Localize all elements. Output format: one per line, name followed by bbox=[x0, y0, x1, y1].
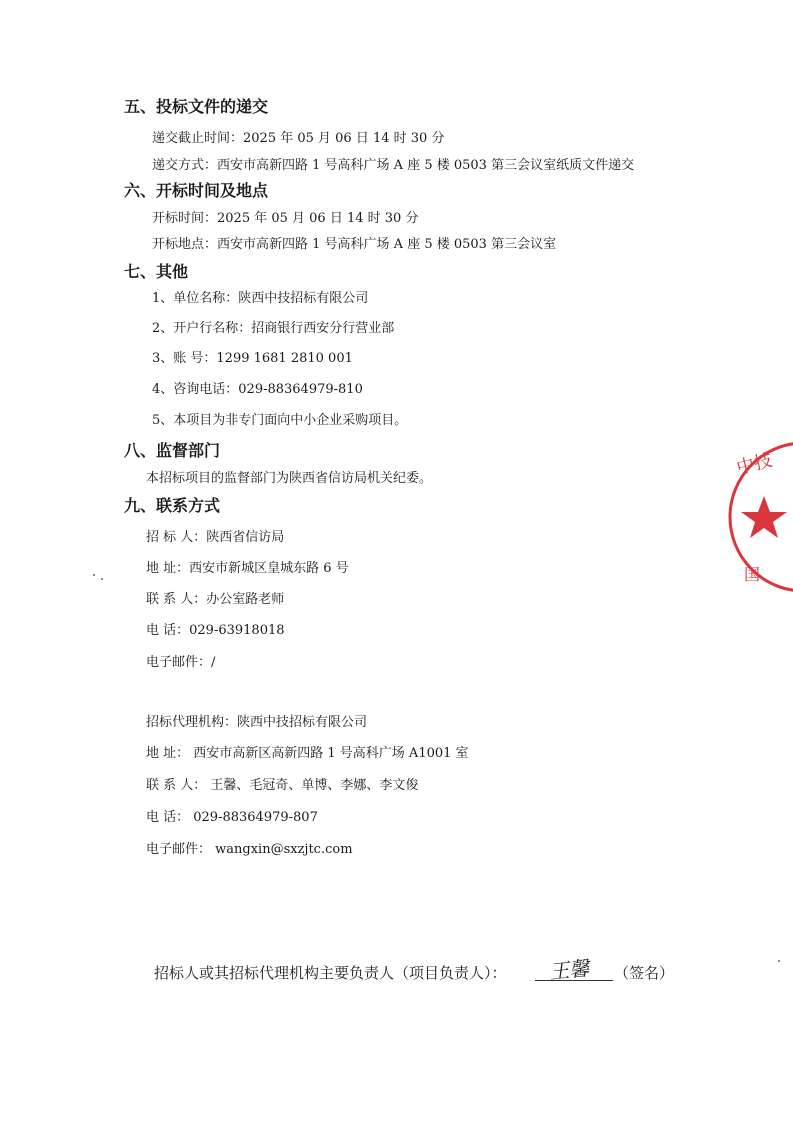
other-item-5: 5、本项目为非专门面向中小企业采购项目。 bbox=[152, 413, 408, 428]
seal-text-bottom: 国 bbox=[744, 565, 761, 584]
tenderer-phone: 电 话：029-63918018 bbox=[146, 623, 285, 638]
agency-address: 地 址： 西安市高新区高新四路 1 号高科广场 A1001 室 bbox=[146, 746, 469, 761]
handwritten-signature: 王馨 bbox=[548, 955, 591, 985]
agency-email: 电子邮件： wangxin@sxzjtc.com bbox=[146, 842, 353, 857]
company-seal bbox=[724, 436, 793, 598]
tenderer-address: 地 址：西安市新城区皇城东路 6 号 bbox=[146, 561, 349, 576]
section-9-title: 九、联系方式 bbox=[124, 496, 221, 515]
submission-deadline: 递交截止时间：2025 年 05 月 06 日 14 时 30 分 bbox=[152, 131, 445, 146]
agency-name: 招标代理机构：陕西中技招标有限公司 bbox=[146, 715, 368, 730]
signature-label: 招标人或其招标代理机构主要负责人（项目负责人）： bbox=[154, 964, 507, 982]
seal-text-top: 中技 bbox=[734, 449, 775, 479]
supervision-text: 本招标项目的监督部门为陕西省信访局机关纪委。 bbox=[146, 471, 433, 486]
scan-speck bbox=[778, 960, 780, 962]
other-item-4: 4、咨询电话：029-88364979-810 bbox=[152, 382, 363, 397]
seal-star-icon bbox=[741, 496, 787, 538]
section-7-title: 七、其他 bbox=[124, 262, 189, 281]
scan-speck bbox=[93, 574, 95, 576]
section-8-title: 八、监督部门 bbox=[124, 441, 221, 460]
tenderer-contact: 联 系 人：办公室路老师 bbox=[146, 592, 285, 607]
bid-opening-time: 开标时间：2025 年 05 月 06 日 14 时 30 分 bbox=[152, 211, 419, 226]
submission-method: 递交方式：西安市高新四路 1 号高科广场 A 座 5 楼 0503 第三会议室纸质文件递交 bbox=[152, 158, 635, 173]
other-item-3: 3、账 号：1299 1681 2810 001 bbox=[152, 351, 353, 366]
bid-opening-place: 开标地点：西安市高新四路 1 号高科广场 A 座 5 楼 0503 第三会议室 bbox=[152, 237, 557, 252]
tenderer-email: 电子邮件：/ bbox=[146, 655, 216, 670]
scan-speck bbox=[101, 578, 103, 580]
signature-suffix: （签名） bbox=[614, 964, 675, 982]
section-6-title: 六、开标时间及地点 bbox=[124, 181, 269, 200]
section-5-title: 五、投标文件的递交 bbox=[124, 97, 269, 116]
agency-phone: 电 话： 029-88364979-807 bbox=[146, 810, 318, 825]
tenderer-name: 招 标 人：陕西省信访局 bbox=[146, 530, 285, 545]
agency-contact: 联 系 人： 王馨、毛冠奇、单博、李娜、李文俊 bbox=[146, 778, 419, 793]
other-item-2: 2、开户行名称：招商银行西安分行营业部 bbox=[152, 321, 395, 336]
other-item-1: 1、单位名称：陕西中技招标有限公司 bbox=[152, 291, 369, 306]
